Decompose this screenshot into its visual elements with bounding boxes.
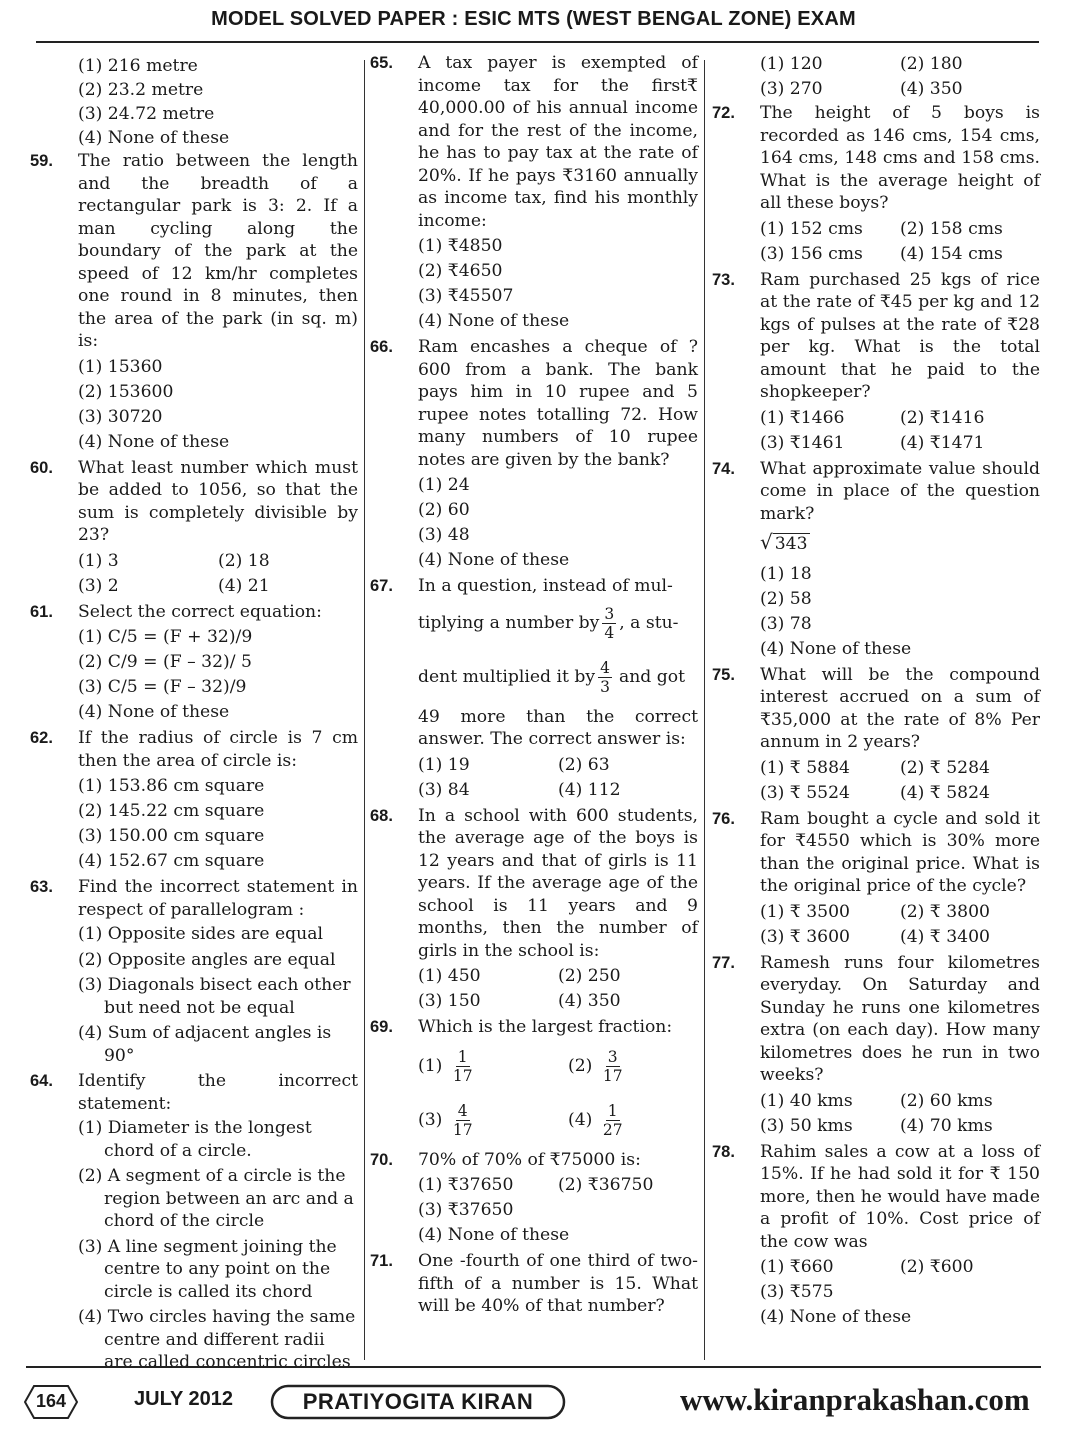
option: (2) Opposite angles are equal <box>78 949 336 970</box>
column-divider <box>364 60 365 1360</box>
option: (2) ₹600 <box>900 1257 974 1277</box>
option: (2) C/9 = (F – 32)/ 5 <box>78 652 252 672</box>
page-footer <box>0 1362 1067 1432</box>
option-label: (3) <box>418 1109 443 1130</box>
option: (1) ₹ 5884 <box>760 757 850 778</box>
question-number: 59. <box>30 152 53 170</box>
fraction <box>602 605 616 642</box>
option: (3) 2 <box>78 575 119 596</box>
option: (1) 18 <box>760 563 812 584</box>
question-text: In a school with 600 students, the average age of the boys is 12 years and that of girls is 11 years. If the average age of the school is 11 years and 9 months, then the number of girls in the school is: <box>418 805 698 961</box>
question-68 <box>370 805 698 1015</box>
option: (3) 50 kms <box>760 1115 853 1136</box>
option-label: (4) <box>568 1109 593 1130</box>
question-71-options <box>712 52 1040 102</box>
fraction-denominator: 17 <box>452 1066 473 1085</box>
option: (2) 158 cms <box>900 218 1003 239</box>
option: (1) ₹660 <box>760 1257 834 1277</box>
paper-title: MODEL SOLVED PAPER : ESIC MTS (WEST BENGAL ZONE) EXAM <box>211 8 856 30</box>
question-61 <box>30 601 358 726</box>
option: (4) 154 cms <box>900 243 1003 264</box>
question-text: and got <box>618 667 686 688</box>
option: (3) ₹1461 <box>760 432 845 453</box>
option: (2) ₹1416 <box>900 407 985 428</box>
question-text: The ratio between the length and the breadth of a rectangular park is 3: 2. If a man cycling along the boundary of the park at the speed of 12 km/hr completes one round in 8 minutes, then the area of the park (in sq. m) is: <box>78 151 358 351</box>
option: (4) None of these <box>418 311 570 331</box>
option: (1) 3 <box>78 550 119 571</box>
question-text: 70% of 70% of ₹75000 is: <box>418 1149 641 1170</box>
column-divider <box>704 60 705 1360</box>
question-number: 71. <box>370 1252 393 1270</box>
question-text: Ram purchased 25 kgs of rice at the rate of ₹45 per kg and 12 kgs of pulses at the rate of ₹28 per kg. What is the total amount that he paid to the shopkeeper? <box>760 269 1040 402</box>
option <box>568 1093 718 1147</box>
question-number: 69. <box>370 1018 393 1036</box>
question-number: 75. <box>712 665 735 684</box>
option: (2) ₹36750 <box>558 1175 654 1195</box>
option: (2) 60 <box>418 500 470 520</box>
question-72 <box>712 102 1040 267</box>
option <box>418 1039 568 1093</box>
option: (2) ₹ 5284 <box>900 757 990 778</box>
fraction <box>451 1102 475 1139</box>
question-number: 65. <box>370 54 393 72</box>
option: (4) None of these <box>760 1307 912 1327</box>
option: (2) 60 kms <box>900 1090 993 1111</box>
question-text: tiplying a number by <box>418 613 600 634</box>
option: (1) C/5 = (F + 32)/9 <box>78 627 253 647</box>
question-text: The height of 5 boys is recorded as 146 cms, 154 cms, 164 cms, 148 cms and 158 cms. What is the average height of all these boys? <box>760 103 1040 213</box>
question-text: Select the correct equation: <box>78 601 322 622</box>
option: (1) 24 <box>418 475 470 495</box>
page-number: 164 <box>35 1391 67 1411</box>
question-text: If the radius of circle is 7 cm then the area of circle is: <box>78 728 358 771</box>
question-70 <box>370 1149 698 1249</box>
question-78 <box>712 1141 1040 1331</box>
question-text: One -fourth of one third of two-fifth of a number is 15. What will be 40% of that number? <box>418 1251 698 1316</box>
fraction-numerator: 3 <box>607 1047 618 1066</box>
question-text: What least number which must be added to 1056, so that the sum is completely divisible by 23? <box>78 457 358 545</box>
option: (3) 24.72 metre <box>78 104 215 124</box>
option: (1) 152 cms <box>760 218 863 239</box>
option: (4) 350 <box>558 991 621 1011</box>
option: (3) 156 cms <box>760 243 863 264</box>
fraction-denominator: 3 <box>600 678 610 696</box>
option: (3) 150 <box>418 991 481 1011</box>
question-text: What approximate value should come in place of the question mark? <box>760 458 1040 524</box>
option: (3) 78 <box>760 613 812 634</box>
option: (4) None of these <box>760 638 912 659</box>
fraction <box>601 1048 625 1085</box>
option: (1) ₹37650 <box>418 1175 514 1195</box>
option: (3) 84 <box>418 779 470 800</box>
question-66 <box>370 336 698 573</box>
question-62 <box>30 727 358 874</box>
option: (4) Two circles having the same centre and different radii are called concentric circles <box>78 1307 356 1372</box>
option: (2) 23.2 metre <box>78 80 204 100</box>
question-64 <box>30 1070 358 1374</box>
question-76 <box>712 808 1040 950</box>
fraction-numerator: 4 <box>600 659 610 677</box>
option: (4) ₹1471 <box>900 432 985 453</box>
option <box>568 1039 718 1093</box>
option <box>418 1093 568 1147</box>
option: (4) None of these <box>78 431 230 452</box>
option: (1) 450 <box>418 966 481 986</box>
option: (1) Opposite sides are equal <box>78 924 323 944</box>
option: (4) ₹ 3400 <box>900 926 990 947</box>
option: (2) 153600 <box>78 381 174 402</box>
option: (1) 15360 <box>78 356 163 377</box>
question-text: 49 more than the correct answer. The correct answer is: <box>418 706 698 749</box>
page-number-badge <box>24 1384 78 1420</box>
option: (4) 21 <box>218 575 270 596</box>
fraction-numerator: 4 <box>457 1101 468 1120</box>
question-text: Ramesh runs four kilometres everyday. On Saturday and Sunday he runs one kilometres extra (on each day). How many kilometres does he run in two weeks? <box>760 952 1040 1085</box>
option: (3) ₹45507 <box>418 286 514 306</box>
option: (3) ₹575 <box>760 1282 834 1302</box>
question-number: 67. <box>370 577 393 595</box>
option: (1) ₹ 3500 <box>760 901 850 922</box>
question-number: 76. <box>712 809 735 828</box>
question-60 <box>30 457 358 599</box>
fraction <box>601 1102 625 1139</box>
option: (3) 48 <box>418 525 470 545</box>
option: (3) C/5 = (F – 32)/9 <box>78 677 247 697</box>
question-text: A tax payer is exempted of income tax for the first₹ 40,000.00 of his annual income and for the rest of the income, he has to pay tax at the rate of 20%. If he pays ₹3160 annually as income tax, find his monthly income: <box>418 53 698 231</box>
option: (1) 153.86 cm square <box>78 776 265 796</box>
question-number: 62. <box>30 729 53 747</box>
option: (4) None of these <box>418 550 570 570</box>
question-text: Ram bought a cycle and sold it for ₹4550 which is 30% more than the original price. What is the original price of the cycle? <box>760 808 1040 896</box>
page-header <box>0 8 1067 48</box>
option: (4) Sum of adjacent angles is 90° <box>78 1023 332 1066</box>
option: (3) A line segment joining the centre to any point on the circle is called its chord <box>78 1236 337 1302</box>
question-73 <box>712 269 1040 456</box>
question-number: 63. <box>30 878 53 896</box>
question-58-options <box>30 54 358 150</box>
question-number: 60. <box>30 458 53 477</box>
question-77 <box>712 952 1040 1139</box>
question-text: Identify the incorrect statement: <box>78 1071 358 1114</box>
option: (3) 150.00 cm square <box>78 826 265 846</box>
question-number: 74. <box>712 459 735 478</box>
column-left <box>30 52 358 1377</box>
magazine-name: PRATIYOGITA KIRAN <box>302 1389 534 1414</box>
question-number: 77. <box>712 953 735 972</box>
option: (4) None of these <box>78 702 230 722</box>
fraction-denominator: 27 <box>602 1120 623 1139</box>
option: (3) Diagonals bisect each other but need not be equal <box>78 975 351 1018</box>
option: (4) 350 <box>900 79 963 99</box>
option: (4) None of these <box>78 128 230 148</box>
fraction <box>598 659 612 696</box>
question-59 <box>30 150 358 455</box>
question-text: Rahim sales a cow at a loss of 15%. If he had sold it for ₹ 150 more, then he would have made a profit of 10%. Cost price of the cow was <box>760 1141 1040 1252</box>
question-text: Ram encashes a cheque of ? 600 from a bank. The bank pays him in 10 rupee and 5 rupee notes totalling 72. How many numbers of 10 rupee notes are given by the bank? <box>418 337 698 470</box>
option: (1) ₹1466 <box>760 407 845 428</box>
question-74 <box>712 458 1040 662</box>
option: (2) 63 <box>558 754 610 775</box>
option: (3) ₹ 5524 <box>760 782 850 803</box>
option: (1) 120 <box>760 54 823 74</box>
question-67 <box>370 575 698 803</box>
question-text: What will be the compound interest accrued on a sum of ₹35,000 at the rate of 8% Per annum in 2 years? <box>760 664 1040 752</box>
option: (1) 19 <box>418 754 470 775</box>
option: (3) 30720 <box>78 406 163 427</box>
fraction-denominator: 4 <box>604 624 615 642</box>
question-number: 72. <box>712 104 735 122</box>
option: (4) None of these <box>418 1225 570 1245</box>
question-65 <box>370 52 698 334</box>
question-number: 64. <box>30 1072 53 1090</box>
issue-date: JULY 2012 <box>134 1388 233 1410</box>
question-number: 66. <box>370 338 393 356</box>
option: (3) ₹37650 <box>418 1200 514 1220</box>
question-71 <box>370 1250 698 1318</box>
option: (2) 145.22 cm square <box>78 801 265 821</box>
option: (3) ₹ 3600 <box>760 926 850 947</box>
fraction-numerator: 1 <box>457 1047 468 1066</box>
option: (1) 216 metre <box>78 56 198 76</box>
question-text: dent multiplied it by <box>418 667 596 688</box>
option: (2) 18 <box>218 550 270 571</box>
fraction-numerator: 3 <box>604 605 615 623</box>
option: (2) 58 <box>760 588 812 609</box>
option: (2) ₹ 3800 <box>900 901 990 922</box>
option: (2) A segment of a circle is the region between an arc and a chord of the circle <box>78 1166 354 1231</box>
fraction-numerator: 1 <box>607 1101 618 1120</box>
fraction-denominator: 17 <box>602 1066 623 1085</box>
question-69 <box>370 1016 698 1147</box>
footer-rule <box>26 1366 1041 1368</box>
option-label: (2) <box>568 1055 593 1076</box>
question-text: In a question, instead of mul- <box>418 576 673 596</box>
option-label: (1) <box>418 1055 443 1076</box>
option: (3) 270 <box>760 79 823 99</box>
question-63 <box>30 876 358 1067</box>
option: (4) 112 <box>558 779 621 800</box>
header-rule <box>36 41 1039 43</box>
option: (1) Diameter is the longest chord of a circle. <box>78 1118 312 1161</box>
radicand: 343 <box>774 534 808 554</box>
square-root-expression <box>760 531 810 556</box>
fraction <box>451 1048 475 1085</box>
radical-icon: √ <box>760 530 773 554</box>
fraction-denominator: 17 <box>452 1120 473 1139</box>
question-75 <box>712 664 1040 806</box>
option: (2) ₹4650 <box>418 261 503 281</box>
question-number: 73. <box>712 270 735 289</box>
option: (1) 40 kms <box>760 1090 853 1111</box>
question-number: 61. <box>30 602 53 621</box>
option: (4) 70 kms <box>900 1115 993 1136</box>
question-number: 78. <box>712 1142 735 1161</box>
question-number: 70. <box>370 1150 393 1169</box>
column-right <box>712 52 1040 1332</box>
option: (4) 152.67 cm square <box>78 851 265 871</box>
magazine-badge <box>270 1384 566 1420</box>
option: (1) ₹4850 <box>418 236 503 256</box>
question-text: Find the incorrect statement in respect of parallelogram : <box>78 877 358 920</box>
question-text: , a stu- <box>619 613 679 634</box>
column-middle <box>370 52 698 1320</box>
question-text: Which is the largest fraction: <box>418 1017 673 1037</box>
website-link[interactable]: www.kiranprakashan.com <box>680 1382 1030 1417</box>
option: (2) 250 <box>558 966 621 986</box>
option: (4) ₹ 5824 <box>900 782 990 803</box>
option: (2) 180 <box>900 54 963 74</box>
question-number: 68. <box>370 806 393 825</box>
